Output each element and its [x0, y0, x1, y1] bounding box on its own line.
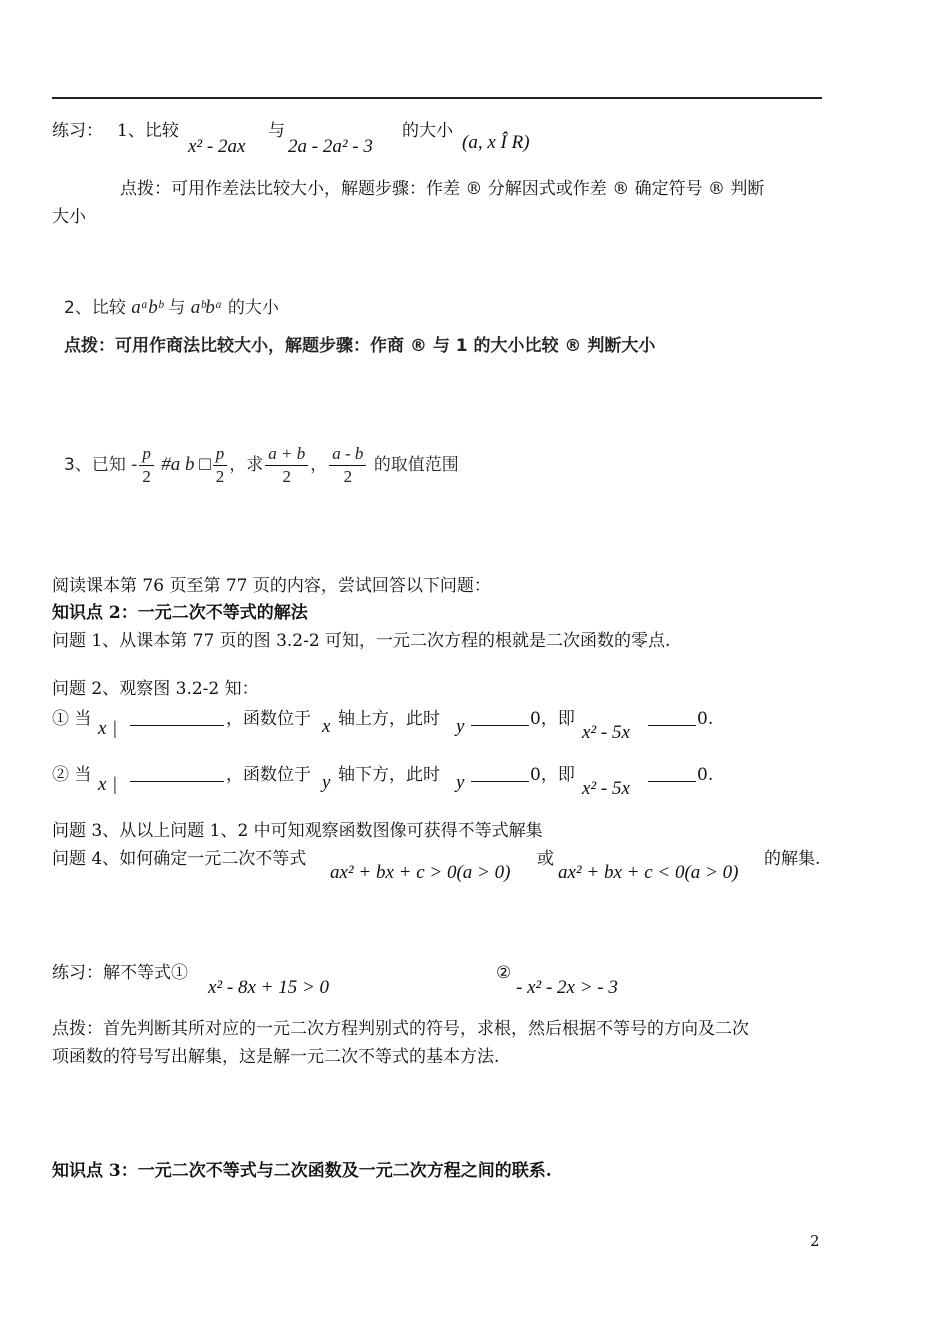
case-2-prefix: ② 当 — [52, 765, 92, 785]
exercise-4-inequality-1: x² - 8x + 15 > 0 — [208, 977, 330, 998]
exercise-3-suffix: 的取值范围 — [373, 455, 459, 475]
exercise-2-hint: 点拨：可用作商法比较大小，解题步骤：作商 ® 与 1 的大小比较 ® 判断大小 — [64, 336, 656, 356]
exercise-4-inequality-2: - x² - 2x > - 3 — [516, 977, 618, 998]
exercise-4-number-2: ② — [496, 963, 512, 983]
exercise-4-hint-line2: 项函数的符号写出解集，这是解一元二次不等式的基本方法. — [52, 1047, 500, 1067]
case-1-blank-sign[interactable] — [471, 707, 529, 726]
exercise-4-label: 练习：解不等式① — [52, 963, 188, 983]
fraction-p-over-2: $\frac{p}{2}$ — [139, 443, 154, 488]
header-rule — [52, 97, 822, 99]
question-4-suffix: 的解集. — [764, 849, 821, 869]
exercise-2-expr-a: aᵃbᵇ — [131, 297, 163, 318]
exercise-2-suffix: 的大小 — [227, 298, 279, 318]
exercise-1-condition: (a, x Î R) — [462, 132, 530, 153]
fraction-a-minus-b: $\frac{a - b}{2}$ — [329, 443, 366, 488]
question-1: 问题 1、从课本第 77 页的图 3.2-2 可知，一元二次方程的根就是二次函数的零点. — [52, 631, 671, 651]
case-1-y: y — [456, 716, 465, 737]
question-4-or: 或 — [537, 849, 554, 869]
fraction-a-plus-b: $\frac{a + b}{2}$ — [265, 443, 308, 488]
case-2-text1: ，函数位于 — [226, 765, 311, 785]
case-2-blank-range[interactable] — [130, 763, 224, 782]
exercise-1-suffix: 的大小 — [402, 121, 453, 141]
case-2-text3: 0，即 — [530, 765, 575, 785]
exercise-1-with: 与 — [268, 121, 285, 141]
exercise-1-hint-line1: 点拨：可用作差法比较大小，解题步骤：作差 ® 分解因式或作差 ® 确定符号 ® 判断 — [120, 179, 765, 199]
question-4-prefix: 问题 4、如何确定一元二次不等式 — [52, 849, 307, 869]
exercise-1-expr-a: x² - 2ax — [188, 136, 246, 157]
case-2-bar: | — [113, 774, 117, 795]
exercise-1-hint-line2: 大小 — [52, 207, 86, 227]
case-1-expr: x² - 5x — [582, 722, 630, 743]
case-2-blank-sign[interactable] — [471, 763, 529, 782]
knowledge-point-2-heading: 知识点 2：一元二次不等式的解法 — [52, 603, 308, 623]
case-1-x: x — [98, 718, 107, 739]
case-1-blank-ineq[interactable] — [648, 707, 696, 726]
question-4-inequality-1: ax² + bx + c > 0(a > 0) — [330, 862, 511, 883]
exercise-2-line — [64, 297, 279, 319]
question-2: 问题 2、观察图 3.2-2 知： — [52, 679, 259, 699]
exercise-3-line — [64, 440, 459, 490]
fraction-p-over-2-right: $\frac{p}{2}$ — [213, 443, 228, 488]
exercise-2-with: 与 — [168, 298, 186, 318]
case-2-text4: 0. — [697, 765, 714, 785]
knowledge-point-3-heading: 知识点 3：一元二次不等式与二次函数及一元二次方程之间的联系. — [52, 1161, 552, 1181]
case-1-text1: ，函数位于 — [226, 709, 311, 729]
case-1-blank-range[interactable] — [130, 707, 224, 726]
case-1-text2: 轴上方，此时 — [338, 709, 440, 729]
exercise-3-ask: ，求 — [229, 455, 264, 475]
exercise-3-mid: #a b □ — [161, 454, 211, 475]
exercise-3-prefix: 3、已知 - — [64, 455, 138, 475]
case-1-text3: 0，即 — [530, 709, 575, 729]
case-1-prefix: ① 当 — [52, 709, 92, 729]
question-4-inequality-2: ax² + bx + c < 0(a > 0) — [558, 862, 739, 883]
question-3: 问题 3、从以上问题 1、2 中可知观察函数图像可获得不等式解集 — [52, 821, 543, 841]
case-1-bar: | — [113, 718, 117, 739]
exercise-3-comma: ， — [310, 455, 328, 475]
exercise-4-hint-line1: 点拨：首先判断其所对应的一元二次方程判别式的符号，求根，然后根据不等号的方向及二次 — [52, 1019, 749, 1039]
case-2-text2: 轴下方，此时 — [338, 765, 440, 785]
case-2-expr: x² - 5x — [582, 778, 630, 799]
exercise-2-expr-b: aᵇbᵃ — [190, 297, 223, 318]
case-2-y-axis: y — [322, 772, 331, 793]
case-1-x-axis: x — [322, 716, 331, 737]
exercise-2-prefix: 2、比较 — [64, 298, 126, 318]
case-2-blank-ineq[interactable] — [648, 763, 696, 782]
case-2-x: x — [98, 774, 107, 795]
case-2-y: y — [456, 772, 465, 793]
case-1-text4: 0. — [697, 709, 714, 729]
reading-instruction: 阅读课本第 76 页至第 77 页的内容，尝试回答以下问题： — [52, 576, 491, 596]
exercise-1-label: 练习： — [52, 121, 103, 141]
exercise-1-number: 1、比较 — [117, 121, 179, 141]
exercise-1-expr-b: 2a - 2a² - 3 — [288, 136, 373, 157]
page-number: 2 — [810, 1232, 820, 1250]
